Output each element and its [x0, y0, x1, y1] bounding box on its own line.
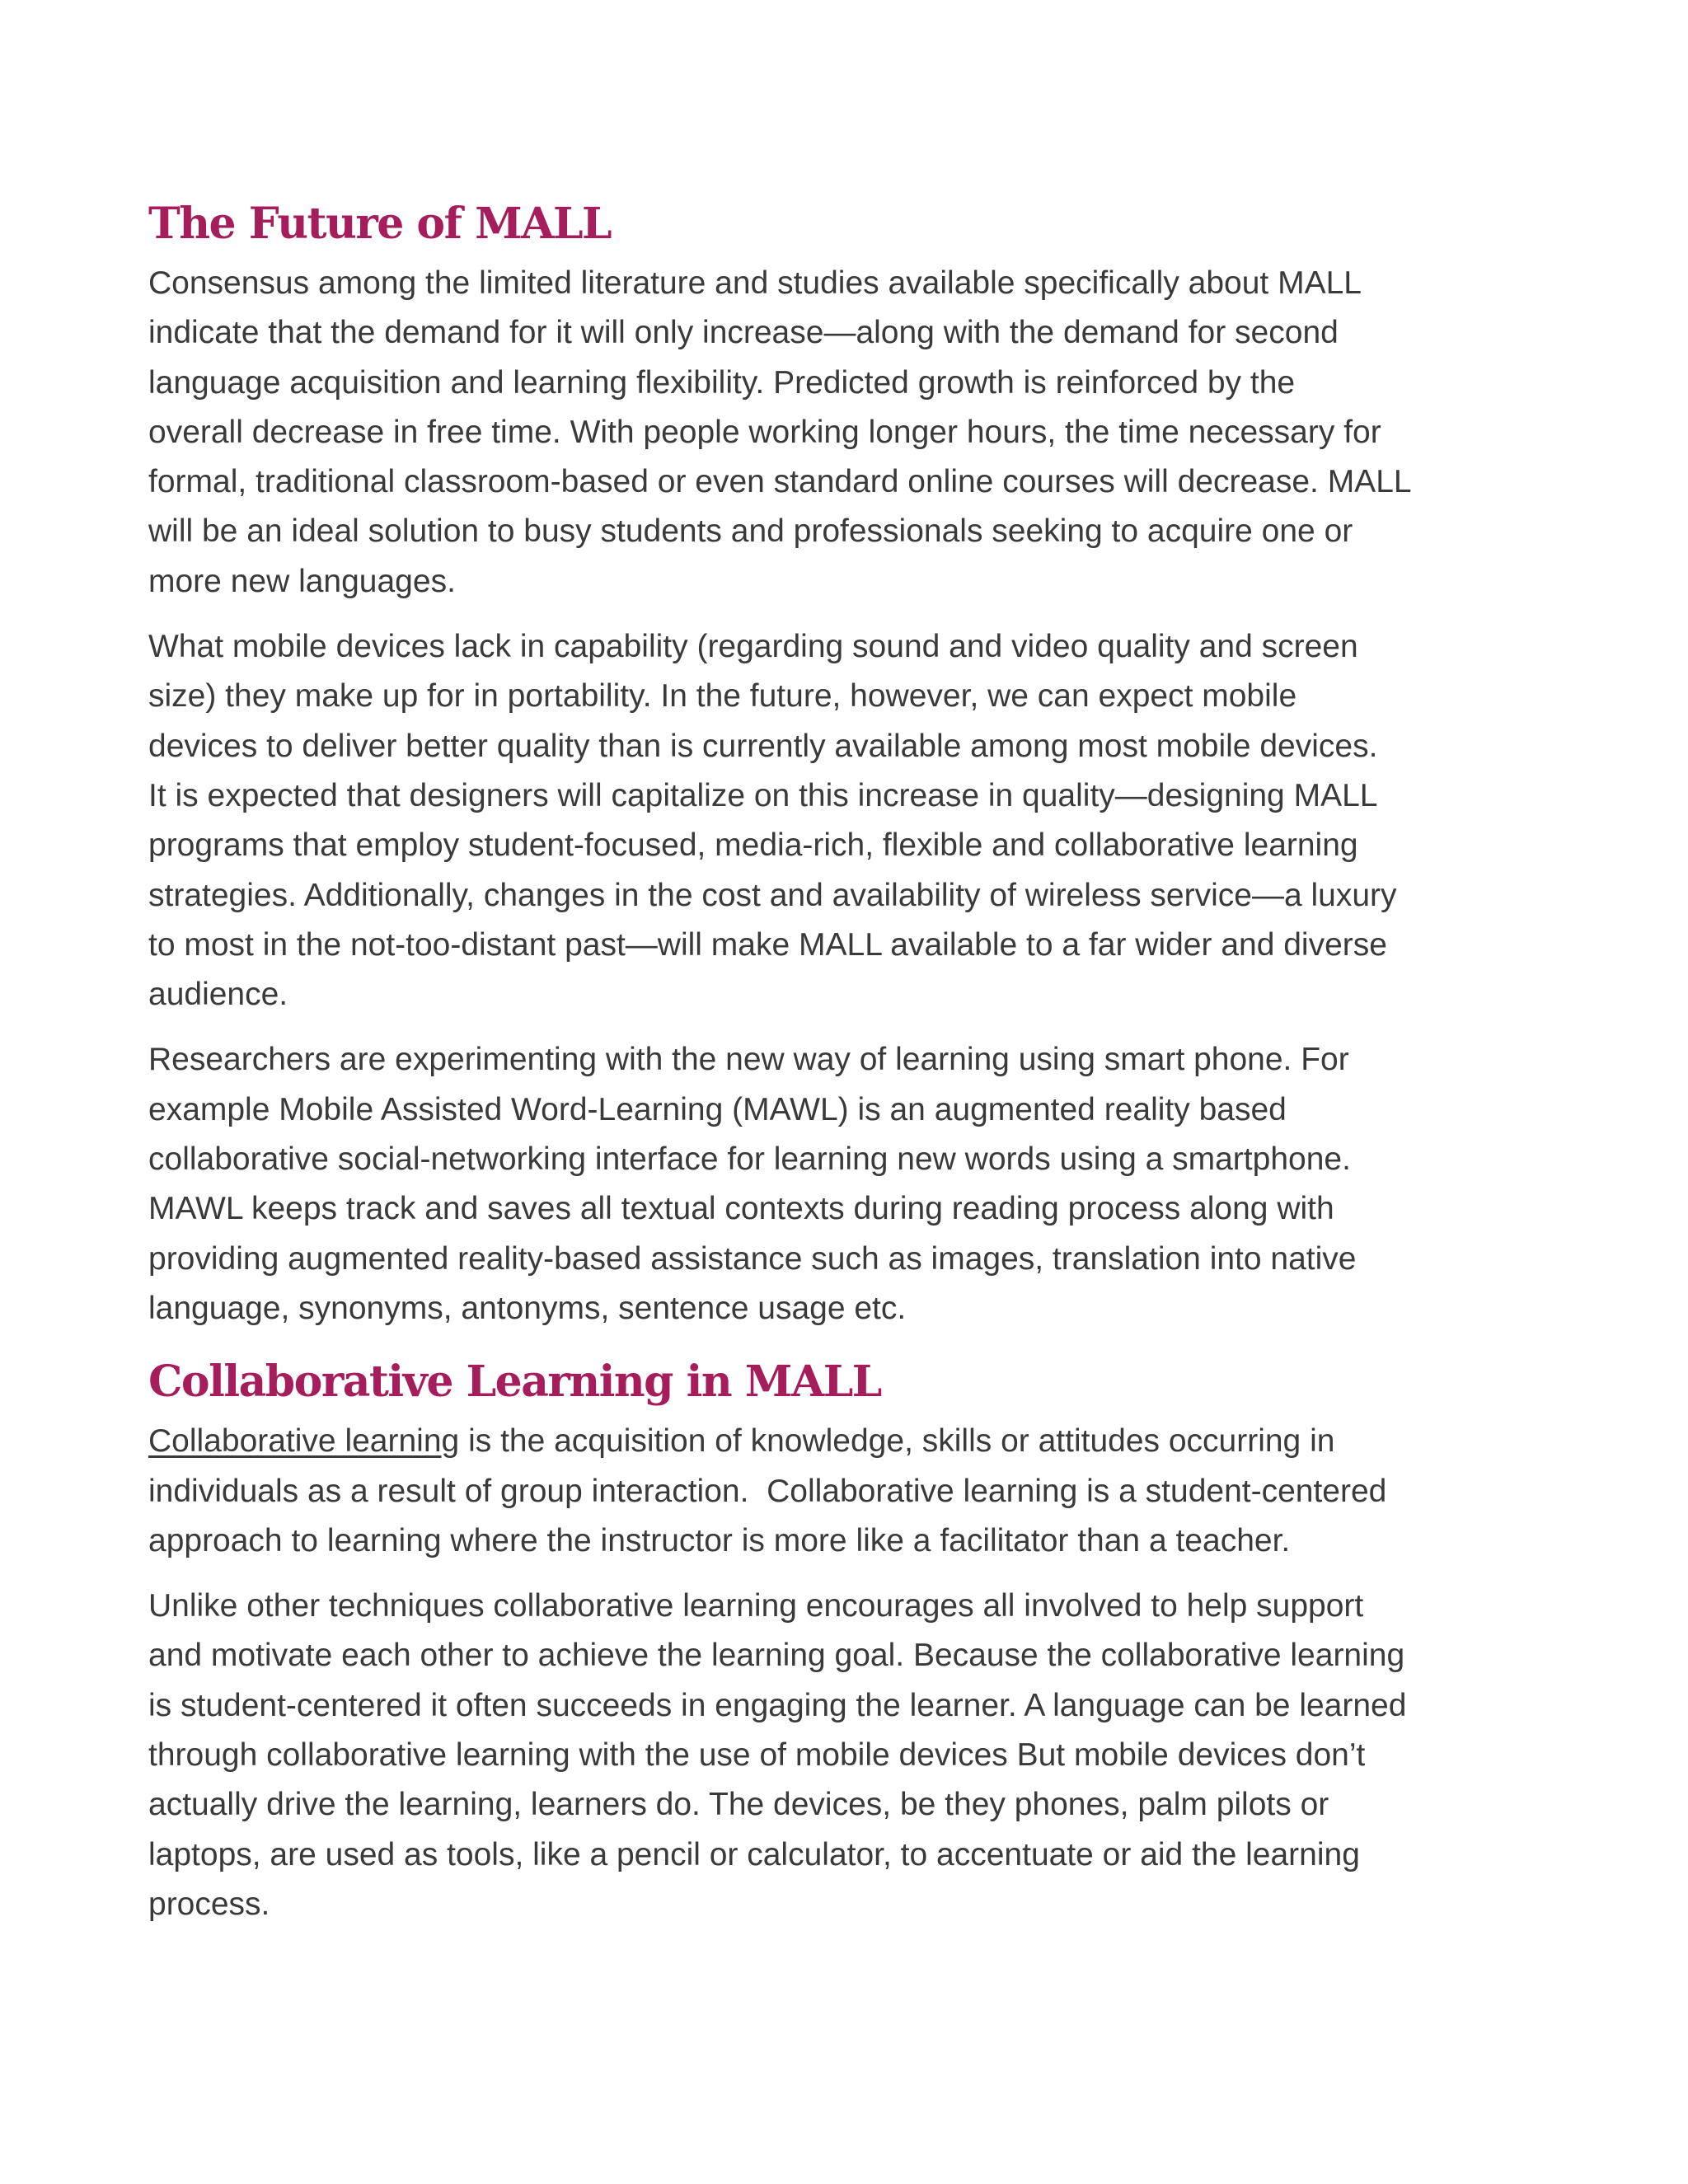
text-line: to most in the not-too-distant past—will make MALL available to a far wider and diverse	[148, 926, 1387, 963]
text-line: example Mobile Assisted Word-Learning (MAWL) is an augmented reality based	[148, 1091, 1287, 1127]
paragraph-mawl-research	[148, 1035, 1540, 1333]
text-line: Consensus among the limited literature and studies available specifically about MALL	[148, 265, 1362, 301]
text-line: through collaborative learning with the use of mobile devices But mobile devices don’t	[148, 1737, 1366, 1774]
text-fragment: is the acquisition of knowledge, skills or attitudes occurring in	[459, 1423, 1335, 1460]
text-line: devices to deliver better quality than is currently available among most mobile devices.	[148, 728, 1378, 764]
text-line: is student-centered it often succeeds in engaging the learner. A language can be learned	[148, 1687, 1407, 1723]
text-line: more new languages.	[148, 563, 456, 599]
text-line: process.	[148, 1886, 270, 1922]
text-line	[148, 1417, 1540, 1466]
text-line: and motivate each other to achieve the learning goal. Because the collaborative learning	[148, 1638, 1405, 1674]
collaborative-learning-link[interactable]: Collaborative learning	[148, 1423, 460, 1460]
text-line: individuals as a result of group interaction. Collaborative learning is a student-centered	[148, 1473, 1387, 1509]
text-line: providing augmented reality-based assistance such as images, translation into native	[148, 1240, 1357, 1277]
text-line: language, synonyms, antonyms, sentence usage etc.	[148, 1290, 907, 1326]
section-heading-collaborative-learning: Collaborative Learning in MALL	[148, 1357, 881, 1408]
text-line: formal, traditional classroom-based or even standard online courses will decrease. MALL	[148, 464, 1412, 500]
text-line: approach to learning where the instructor is more like a facilitator than a teacher.	[148, 1522, 1291, 1558]
paragraph-collaborative-devices	[148, 1582, 1540, 1929]
text-line: Researchers are experimenting with the new way of learning using smart phone. For	[148, 1042, 1349, 1078]
text-line: actually drive the learning, learners do. The devices, be they phones, palm pilots or	[148, 1787, 1329, 1823]
text-line: It is expected that designers will capitalize on this increase in quality—designing MALL	[148, 777, 1378, 813]
text-line: language acquisition and learning flexibility. Predicted growth is reinforced by the	[148, 364, 1296, 401]
text-line: audience.	[148, 977, 288, 1013]
paragraph-collaborative-definition	[148, 1417, 1540, 1566]
text-line: What mobile devices lack in capability (regarding sound and video quality and screen	[148, 629, 1358, 665]
paragraph-future-demand	[148, 259, 1540, 607]
text-line: MAWL keeps track and saves all textual contexts during reading process along with	[148, 1191, 1334, 1227]
text-line: overall decrease in free time. With people working longer hours, the time necessary for	[148, 414, 1381, 450]
text-line: Unlike other techniques collaborative learning encourages all involved to help support	[148, 1588, 1364, 1624]
text-line: laptops, are used as tools, like a pencil or calculator, to accentuate or aid the learning	[148, 1836, 1360, 1872]
text-line: will be an ideal solution to busy students and professionals seeking to acquire one or	[148, 513, 1353, 550]
text-line: strategies. Additionally, changes in the cost and availability of wireless service—a luxury	[148, 877, 1397, 913]
section-heading-future-of-mall: The Future of MALL	[148, 199, 612, 249]
text-line: programs that employ student-focused, media-rich, flexible and collaborative learning	[148, 827, 1358, 864]
text-line: collaborative social-networking interface for learning new words using a smartphone.	[148, 1141, 1351, 1178]
text-line: size) they make up for in portability. In the future, however, we can expect mobile	[148, 678, 1297, 715]
text-line: indicate that the demand for it will only increase—along with the demand for second	[148, 315, 1339, 351]
paragraph-mobile-capability	[148, 622, 1540, 1019]
